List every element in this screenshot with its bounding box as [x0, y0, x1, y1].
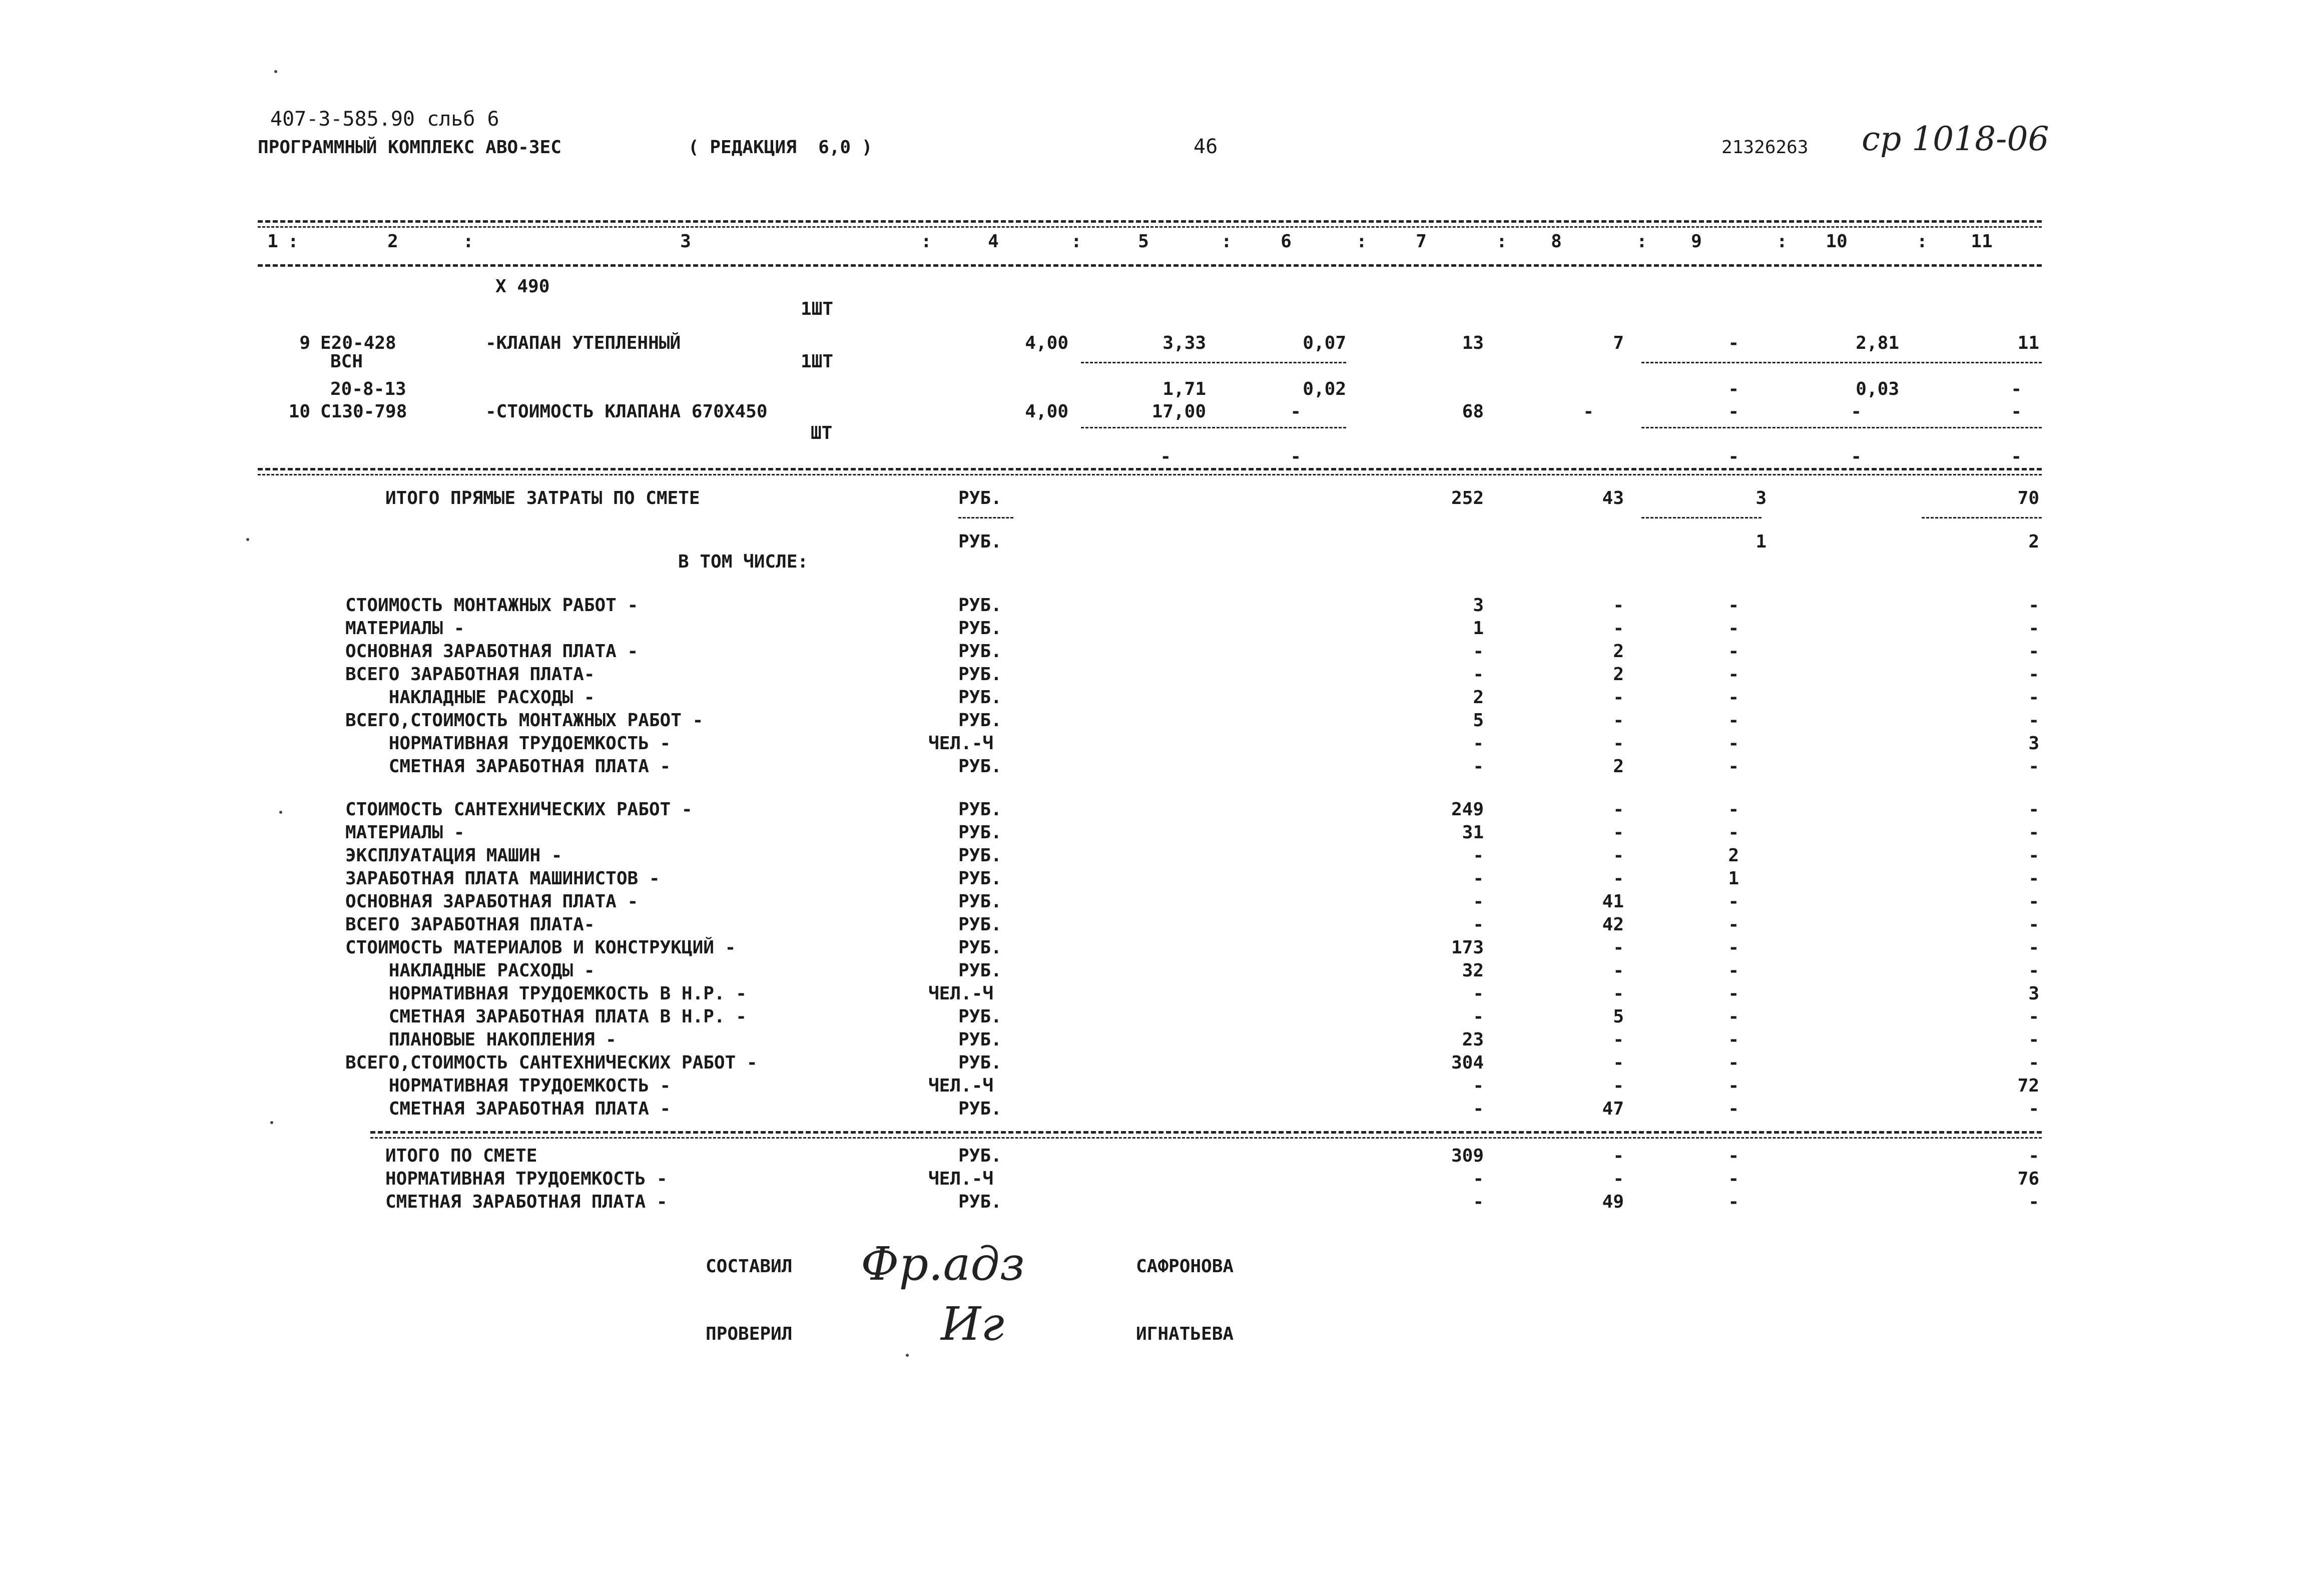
item-quantity: 4,00: [1025, 401, 1068, 422]
cell-col10: -: [1851, 401, 1862, 422]
cell-col11: -: [2011, 446, 2022, 467]
cell-col9: -: [1728, 446, 1739, 467]
cell-col7: -: [1473, 868, 1484, 889]
cell-col8: 2: [1613, 664, 1624, 685]
column-separator: :: [463, 231, 474, 252]
row-unit: РУБ.: [958, 937, 1002, 958]
cell-col7: -: [1473, 1006, 1484, 1027]
final-row-label: СМЕТНАЯ ЗАРАБОТНАЯ ПЛАТА -: [385, 1192, 668, 1212]
cell-col10: -: [1851, 446, 1862, 467]
row-unit: РУБ.: [958, 1192, 1002, 1212]
cell-col8: -: [1613, 799, 1624, 820]
cell-col11: 76: [2017, 1169, 2039, 1189]
column-separator: :: [1636, 231, 1647, 252]
program-name: ПРОГРАММНЫЙ КОМПЛЕКС АВО-3ЕС: [258, 137, 561, 158]
cell-col9: -: [1728, 983, 1739, 1004]
cell-col9: -: [1728, 822, 1739, 843]
row-label: МАТЕРИАЛЫ -: [345, 618, 465, 639]
cell-col11: -: [2028, 914, 2039, 935]
final-row-label: ИТОГО ПО СМЕТЕ: [385, 1146, 537, 1166]
row-label: СМЕТНАЯ ЗАРАБОТНАЯ ПЛАТА -: [345, 756, 671, 777]
cell-col7: 309: [1451, 1146, 1484, 1166]
cell-col7: 23: [1462, 1029, 1484, 1050]
cell-col7: -: [1473, 891, 1484, 912]
row-unit: РУБ.: [958, 641, 1002, 662]
cell-col11: -: [2028, 1006, 2039, 1027]
row-unit: РУБ.: [958, 960, 1002, 981]
direct-costs-label: ИТОГО ПРЯМЫЕ ЗАТРАТЫ ПО СМЕТЕ: [385, 488, 700, 508]
cell-col7: -: [1473, 914, 1484, 935]
cell-col11: -: [2028, 1146, 2039, 1166]
column-header-11: 11: [1971, 231, 1993, 252]
cell-col7: 31: [1462, 822, 1484, 843]
cell-col11: -: [2028, 710, 2039, 731]
cell-col11: -: [2028, 960, 2039, 981]
item-name: -КЛАПАН УТЕПЛЕННЫЙ: [485, 333, 681, 353]
row-label: СМЕТНАЯ ЗАРАБОТНАЯ ПЛАТА В Н.Р. -: [345, 1006, 747, 1027]
column-header-2: 2: [387, 231, 398, 252]
item-unit: ШТ: [811, 423, 833, 443]
cell-col7: -: [1473, 733, 1484, 754]
cell-col9: -: [1728, 756, 1739, 777]
carry-over-unit: 1ШТ: [801, 299, 834, 319]
cell-col9: -: [1728, 1029, 1739, 1050]
row-label: НОРМАТИВНАЯ ТРУДОЕМКОСТЬ В Н.Р. -: [345, 983, 747, 1004]
cell-col8: 49: [1602, 1192, 1624, 1212]
item-code: С130-798: [320, 401, 407, 422]
scan-speck: [274, 70, 277, 73]
row-label: СМЕТНАЯ ЗАРАБОТНАЯ ПЛАТА -: [345, 1099, 671, 1119]
cell-col7: -: [1473, 1192, 1484, 1212]
cell-col9: -: [1728, 1076, 1739, 1096]
cell-col7: 1: [1473, 618, 1484, 639]
cell-col7: 304: [1451, 1052, 1484, 1073]
cell-col11: -: [2028, 1099, 2039, 1119]
cell-col7: -: [1473, 756, 1484, 777]
cell-col8: -: [1613, 710, 1624, 731]
cell-col5: -: [1160, 446, 1171, 467]
column-header-1: 1: [267, 231, 278, 252]
subtotal-rule: [1081, 362, 1346, 363]
column-header-7: 7: [1416, 231, 1427, 252]
cell-col11: -: [2028, 664, 2039, 685]
cell-col8: 47: [1602, 1099, 1624, 1119]
cell-col6: 0,02: [1303, 379, 1346, 399]
checked-label: ПРОВЕРИЛ: [706, 1324, 793, 1344]
cell-col9: 3: [1756, 488, 1767, 508]
row-unit: РУБ.: [958, 664, 1002, 685]
row-label: ВСЕГО ЗАРАБОТНАЯ ПЛАТА-: [345, 914, 595, 935]
row-unit: ЧЕЛ.-Ч: [928, 1076, 994, 1096]
row-unit: РУБ.: [958, 1006, 1002, 1027]
row-unit: РУБ.: [958, 756, 1002, 777]
cell-col7: 249: [1451, 799, 1484, 820]
cell-col9: -: [1728, 1052, 1739, 1073]
code-number: 21326263: [1721, 137, 1809, 158]
row-label: ВСЕГО,СТОИМОСТЬ МОНТАЖНЫХ РАБОТ -: [345, 710, 704, 731]
cell-col9: -: [1728, 960, 1739, 981]
row-unit: РУБ.: [958, 914, 1002, 935]
cell-col11: -: [2011, 401, 2022, 422]
unit: РУБ.: [958, 488, 1002, 508]
cell-col11: -: [2011, 379, 2022, 399]
cell-col11: -: [2028, 799, 2039, 820]
cell-col7: -: [1473, 1099, 1484, 1119]
row-unit: РУБ.: [958, 687, 1002, 708]
row-unit: РУБ.: [958, 822, 1002, 843]
cell-col7: 252: [1451, 488, 1484, 508]
cell-col11: -: [2028, 845, 2039, 866]
row-unit: РУБ.: [958, 868, 1002, 889]
including-label: В ТОМ ЧИСЛЕ:: [678, 552, 809, 572]
row-label: НАКЛАДНЫЕ РАСХОДЫ -: [345, 960, 595, 981]
item-unit: 1ШТ: [801, 351, 834, 372]
row-label: ВСЕГО,СТОИМОСТЬ САНТЕХНИЧЕСКИХ РАБОТ -: [345, 1052, 758, 1073]
item-number: 10: [288, 401, 310, 422]
row-unit: РУБ.: [958, 595, 1002, 616]
cell-col9: -: [1728, 937, 1739, 958]
cell-col9: -: [1728, 799, 1739, 820]
cell-col8: -: [1613, 595, 1624, 616]
cell-col8: 5: [1613, 1006, 1624, 1027]
row-label: ОСНОВНАЯ ЗАРАБОТНАЯ ПЛАТА -: [345, 641, 639, 662]
cell-col7: -: [1473, 1076, 1484, 1096]
cell-col8: -: [1613, 960, 1624, 981]
cell-col11: 2: [2028, 531, 2039, 552]
rule-items-bottom: [258, 468, 2042, 470]
cell-col11: -: [2028, 687, 2039, 708]
cell-col7: 13: [1462, 333, 1484, 353]
row-unit: ЧЕЛ.-Ч: [928, 1169, 994, 1189]
row-unit: РУБ.: [958, 1029, 1002, 1050]
subtotal-rule: [1641, 427, 2042, 428]
row-label: СТОИМОСТЬ МОНТАЖНЫХ РАБОТ -: [345, 595, 639, 616]
row-label: СТОИМОСТЬ МАТЕРИАЛОВ И КОНСТРУКЦИЙ -: [345, 937, 736, 958]
scan-speck: [246, 538, 249, 541]
final-row-label: НОРМАТИВНАЯ ТРУДОЕМКОСТЬ -: [385, 1169, 668, 1189]
row-unit: РУБ.: [958, 618, 1002, 639]
row-label: ЗАРАБОТНАЯ ПЛАТА МАШИНИСТОВ -: [345, 868, 660, 889]
cell-col9: -: [1728, 1006, 1739, 1027]
cell-col8: 7: [1613, 333, 1624, 353]
cell-col8: -: [1613, 618, 1624, 639]
cell-col11: -: [2028, 756, 2039, 777]
item-code: Е20-428: [320, 333, 396, 353]
row-unit: РУБ.: [958, 845, 1002, 866]
cell-col7: 2: [1473, 687, 1484, 708]
cell-col11: -: [2028, 1052, 2039, 1073]
row-unit: РУБ.: [958, 799, 1002, 820]
cell-col11: 3: [2028, 983, 2039, 1004]
item-quantity: 4,00: [1025, 333, 1068, 353]
row-label: ОСНОВНАЯ ЗАРАБОТНАЯ ПЛАТА -: [345, 891, 639, 912]
page-number: 46: [1194, 135, 1218, 158]
cell-col8: -: [1613, 845, 1624, 866]
column-separator: :: [921, 231, 932, 252]
item-code-tertiary: 20-8-13: [330, 379, 406, 399]
row-label: ЭКСПЛУАТАЦИЯ МАШИН -: [345, 845, 562, 866]
cell-col7: -: [1473, 983, 1484, 1004]
rule-final-top: [370, 1131, 2042, 1134]
unit: РУБ.: [958, 531, 1002, 552]
cell-col9: -: [1728, 891, 1739, 912]
cell-col9: -: [1728, 595, 1739, 616]
column-separator: :: [1221, 231, 1232, 252]
column-header-5: 5: [1138, 231, 1149, 252]
cell-col10: 2,81: [1856, 333, 1899, 353]
unit-rule: [958, 517, 1013, 518]
cell-col9: -: [1728, 733, 1739, 754]
column-separator: :: [288, 231, 299, 252]
column-separator: :: [1777, 231, 1788, 252]
cell-col9: -: [1728, 914, 1739, 935]
column-separator: :: [1071, 231, 1082, 252]
compiled-name: САФРОНОВА: [1136, 1256, 1234, 1277]
cell-col11: 70: [2017, 488, 2039, 508]
row-label: НОРМАТИВНАЯ ТРУДОЕМКОСТЬ -: [345, 733, 671, 754]
cell-col8: -: [1583, 401, 1594, 422]
cell-col9: 1: [1728, 868, 1739, 889]
cell-col8: -: [1613, 868, 1624, 889]
item-number: 9: [299, 333, 310, 353]
edition: ( РЕДАКЦИЯ 6,0 ): [688, 137, 873, 158]
rule-top-2: [258, 226, 2042, 228]
row-unit: ЧЕЛ.-Ч: [928, 733, 994, 754]
cell-col5: 1,71: [1163, 379, 1206, 399]
cell-col10: 0,03: [1856, 379, 1899, 399]
cell-col11: -: [2028, 891, 2039, 912]
cell-col9: -: [1728, 1169, 1739, 1189]
column-header-8: 8: [1551, 231, 1562, 252]
row-unit: РУБ.: [958, 1099, 1002, 1119]
cell-col11: -: [2028, 868, 2039, 889]
cell-col6: 0,07: [1303, 333, 1346, 353]
cell-col8: -: [1613, 1052, 1624, 1073]
cell-col8: -: [1613, 983, 1624, 1004]
cell-col6: -: [1290, 401, 1301, 422]
cell-col7: 3: [1473, 595, 1484, 616]
column-header-9: 9: [1691, 231, 1702, 252]
cell-col9: -: [1728, 333, 1739, 353]
checked-name: ИГНАТЬЕВА: [1136, 1324, 1234, 1344]
row-unit: РУБ.: [958, 891, 1002, 912]
row-label: СТОИМОСТЬ САНТЕХНИЧЕСКИХ РАБОТ -: [345, 799, 693, 820]
rule-top: [258, 220, 2042, 223]
rule-final-top-2: [370, 1137, 2042, 1139]
cell-col11: -: [2028, 1192, 2039, 1212]
cell-col9: -: [1728, 401, 1739, 422]
cell-col7: 68: [1462, 401, 1484, 422]
cell-col5: 17,00: [1151, 401, 1206, 422]
rule-items-bottom-2: [258, 474, 2042, 475]
cell-col5: 3,33: [1163, 333, 1206, 353]
cell-col11: -: [2028, 595, 2039, 616]
cell-col9: -: [1728, 1146, 1739, 1166]
cell-col9: -: [1728, 1099, 1739, 1119]
cell-col8: 41: [1602, 891, 1624, 912]
cell-col8: -: [1613, 1169, 1624, 1189]
item-code-secondary: ВСН: [330, 351, 363, 372]
cell-col7: -: [1473, 664, 1484, 685]
cell-col11: 11: [2017, 333, 2039, 353]
cell-col9: -: [1728, 379, 1739, 399]
cell-col6: -: [1290, 446, 1301, 467]
scan-speck: [270, 1121, 273, 1124]
row-unit: РУБ.: [958, 710, 1002, 731]
cell-col8: 2: [1613, 756, 1624, 777]
row-label: ВСЕГО ЗАРАБОТНАЯ ПЛАТА-: [345, 664, 595, 685]
cell-col8: 2: [1613, 641, 1624, 662]
cell-col9: -: [1728, 664, 1739, 685]
cell-col9: -: [1728, 618, 1739, 639]
cell-col11: -: [2028, 618, 2039, 639]
rule-head-bottom: [258, 264, 2042, 267]
row-unit: ЧЕЛ.-Ч: [928, 983, 994, 1004]
handwritten-ref: ср 1018-06: [1862, 120, 2049, 158]
cell-col11: 3: [2028, 733, 2039, 754]
subtotal-rule: [1081, 427, 1346, 428]
cell-col8: 42: [1602, 914, 1624, 935]
column-separator: :: [1917, 231, 1928, 252]
column-separator: :: [1356, 231, 1367, 252]
compiled-signature: Фр.адз: [861, 1237, 1025, 1291]
column-separator: :: [1496, 231, 1507, 252]
cell-col9: -: [1728, 710, 1739, 731]
row-label: НАКЛАДНЫЕ РАСХОДЫ -: [345, 687, 595, 708]
subtotal-rule: [1922, 517, 2042, 518]
item-name: -СТОИМОСТЬ КЛАПАНА 670Х450: [485, 401, 768, 422]
cell-col8: 43: [1602, 488, 1624, 508]
row-unit: РУБ.: [958, 1052, 1002, 1073]
cell-col9: -: [1728, 641, 1739, 662]
cell-col9: -: [1728, 687, 1739, 708]
cell-col7: -: [1473, 641, 1484, 662]
column-header-4: 4: [988, 231, 999, 252]
scan-speck: [906, 1354, 909, 1357]
cell-col7: 5: [1473, 710, 1484, 731]
cell-col8: -: [1613, 687, 1624, 708]
cell-col9: -: [1728, 1192, 1739, 1212]
checked-signature: Иг: [941, 1297, 1004, 1351]
cell-col9: 1: [1756, 531, 1767, 552]
row-label: ПЛАНОВЫЕ НАКОПЛЕНИЯ -: [345, 1029, 617, 1050]
column-header-10: 10: [1826, 231, 1848, 252]
cell-col8: -: [1613, 822, 1624, 843]
cell-col11: 72: [2017, 1076, 2039, 1096]
cell-col8: -: [1613, 1146, 1624, 1166]
cell-col8: -: [1613, 937, 1624, 958]
subtotal-rule: [1641, 517, 1762, 518]
cell-col11: -: [2028, 641, 2039, 662]
cell-col7: 32: [1462, 960, 1484, 981]
compiled-label: СОСТАВИЛ: [706, 1256, 793, 1277]
row-label: НОРМАТИВНАЯ ТРУДОЕМКОСТЬ -: [345, 1076, 671, 1096]
cell-col9: 2: [1728, 845, 1739, 866]
column-header-3: 3: [680, 231, 691, 252]
cell-col8: -: [1613, 1029, 1624, 1050]
row-label: МАТЕРИАЛЫ -: [345, 822, 465, 843]
subtotal-rule: [1641, 362, 2042, 363]
scan-speck: [279, 811, 282, 814]
cell-col7: 173: [1451, 937, 1484, 958]
carry-over-text: Х 490: [495, 276, 550, 297]
column-header-6: 6: [1281, 231, 1292, 252]
cell-col7: -: [1473, 1169, 1484, 1189]
cell-col7: -: [1473, 845, 1484, 866]
cell-col11: -: [2028, 937, 2039, 958]
cell-col11: -: [2028, 822, 2039, 843]
cell-col8: -: [1613, 1076, 1624, 1096]
cell-col11: -: [2028, 1029, 2039, 1050]
doc-code: 407-3-585.90 сльб 6: [270, 108, 499, 131]
row-unit: РУБ.: [958, 1146, 1002, 1166]
cell-col8: -: [1613, 733, 1624, 754]
